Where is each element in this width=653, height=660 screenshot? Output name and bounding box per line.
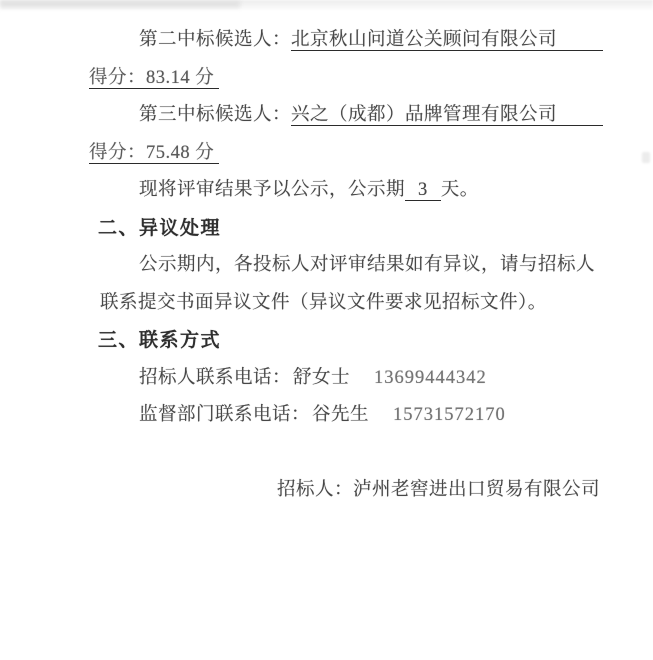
publicity-post-text: 天。 (440, 180, 479, 200)
scan-artifact-top-left (0, 1, 240, 8)
scan-artifact-right (642, 152, 650, 163)
section-3-heading: 三、联系方式 (98, 330, 222, 351)
tenderer-contact-line (100, 360, 615, 398)
publicity-period-line (100, 172, 615, 210)
tenderer-contact-label: 招标人联系电话： (139, 367, 292, 388)
scan-artifact-top (0, 0, 653, 11)
candidate-2-line (100, 22, 615, 60)
supervisor-contact-person: 谷先生 (312, 405, 370, 425)
score-3-text: 得分：75.48 分 (89, 143, 219, 164)
supervisor-contact-phone: 15731572170 (393, 405, 506, 425)
candidate-2-company: 北京秋山问道公关顾问有限公司 (291, 30, 603, 51)
section-2-heading: 二、异议处理 (98, 217, 222, 239)
supervisor-contact-label: 监督部门联系电话： (139, 405, 311, 425)
score-2-line (89, 60, 615, 98)
signature-label: 招标人： (277, 480, 354, 500)
score-2-text: 得分：83.14 分 (89, 68, 219, 89)
candidate-3-line (100, 97, 615, 135)
tenderer-contact-person: 舒女士 (293, 367, 351, 388)
supervisor-contact-line (100, 397, 615, 435)
objection-paragraph-line-2: 联系提交书面异议文件（异议文件要求见招标文件）。 (100, 292, 547, 313)
signature-company: 泸州老窖进出口贸易有限公司 (353, 480, 601, 500)
candidate-3-label: 第三中标候选人： (139, 105, 292, 125)
objection-paragraph-line-1: 公示期内，各投标人对评审结果如有异议，请与招标人 (139, 255, 596, 275)
candidate-3-company: 兴之（成都）品牌管理有限公司 (291, 105, 603, 126)
candidate-2-label: 第二中标候选人： (139, 30, 292, 50)
signature-line (100, 472, 615, 510)
publicity-pre-text: 现将评审结果予以公示，公示期 (139, 180, 406, 200)
score-3-line (89, 135, 615, 173)
publicity-days-value: 3 (405, 180, 441, 201)
tenderer-contact-phone: 13699444342 (374, 367, 487, 388)
document-body (89, 22, 615, 510)
